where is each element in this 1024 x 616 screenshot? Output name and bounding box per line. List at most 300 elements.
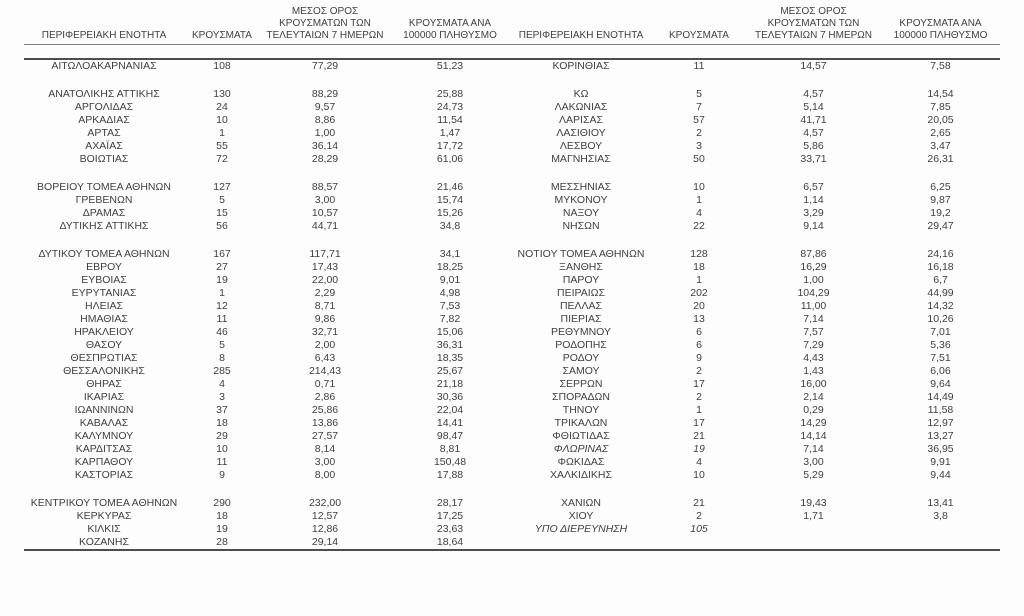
right-per100k-cell: 9,44 xyxy=(930,469,951,481)
right-per100k-cell: 19,2 xyxy=(930,207,951,219)
table-row xyxy=(24,352,1000,365)
left-avg7-cell: 2,29 xyxy=(314,287,336,299)
left-per100k-cell: 8,81 xyxy=(439,443,461,455)
left-per100k-cell: 17,72 xyxy=(436,140,464,152)
table-row xyxy=(24,523,1000,536)
left-per100k-cell: 34,8 xyxy=(439,220,461,232)
left-region-cell: ΔΡΑΜΑΣ xyxy=(82,207,126,219)
left-avg7-cell: 88,29 xyxy=(311,88,339,100)
table-row xyxy=(24,378,1000,391)
left-region-cell: ΚΕΡΚΥΡΑΣ xyxy=(76,510,132,522)
right-cases-cell: 21 xyxy=(693,497,705,509)
left-avg7-cell: 22,00 xyxy=(311,274,339,286)
left-region-cell: ΙΚΑΡΙΑΣ xyxy=(83,391,125,403)
right-region-cell: ΚΩ xyxy=(573,88,589,100)
left-region-cell: ΚΑΡΔΙΤΣΑΣ xyxy=(75,443,133,455)
right-region-cell: ΦΛΩΡΙΝΑΣ xyxy=(553,443,609,455)
right-per100k-cell: 13,27 xyxy=(927,430,954,442)
right-avg7-cell: 5,14 xyxy=(803,101,824,113)
left-avg7-cell: 36,14 xyxy=(311,140,339,152)
right-cases-cell: 57 xyxy=(693,114,705,126)
header-region-left: ΠΕΡΙΦΕΡΕΙΑΚΗ ΕΝΟΤΗΤΑ xyxy=(24,6,184,45)
right-region-cell: ΛΑΡΙΣΑΣ xyxy=(559,114,603,126)
left-cases-cell: 29 xyxy=(216,430,228,442)
left-region-cell: ΗΜΑΘΙΑΣ xyxy=(80,313,128,325)
table-row xyxy=(24,456,1000,469)
left-avg7-cell: 77,29 xyxy=(311,60,339,72)
left-region-cell: ΑΧΑΪΑΣ xyxy=(85,140,123,152)
header-row xyxy=(24,6,1000,45)
right-region-cell: ΝΑΞΟΥ xyxy=(562,207,600,219)
right-avg7-cell: 1,43 xyxy=(803,365,824,377)
left-cases-cell: 19 xyxy=(216,523,228,535)
right-per100k-cell: 14,32 xyxy=(927,300,954,312)
right-per100k-cell: 12,97 xyxy=(927,417,954,429)
left-avg7-cell: 32,71 xyxy=(311,326,339,338)
left-per100k-cell: 15,26 xyxy=(436,207,464,219)
left-avg7-cell: 29,14 xyxy=(260,536,390,550)
left-region-cell: ΕΥΒΟΙΑΣ xyxy=(81,274,127,286)
right-cases-cell: 22 xyxy=(693,220,705,232)
left-per100k-cell: 7,82 xyxy=(439,313,461,325)
right-avg7-cell: 1,71 xyxy=(803,510,824,522)
header-cases-right: ΚΡΟΥΣΜΑΤΑ xyxy=(652,6,746,45)
right-avg7-cell: 87,86 xyxy=(800,248,827,260)
left-avg7-cell: 2,00 xyxy=(314,339,336,351)
right-cases-cell: 10 xyxy=(693,469,705,481)
header-region-right: ΠΕΡΙΦΕΡΕΙΑΚΗ ΕΝΟΤΗΤΑ xyxy=(510,6,652,45)
right-per100k-cell: 9,64 xyxy=(930,378,951,390)
left-cases-cell: 15 xyxy=(216,207,228,219)
left-region-cell: ΒΟΙΩΤΙΑΣ xyxy=(79,153,129,165)
right-avg7-cell: 0,29 xyxy=(803,404,824,416)
header-avg7-right: ΜΕΣΟΣ ΟΡΟΣ ΚΡΟΥΣΜΑΤΩΝ ΤΩΝ ΤΕΛΕΥΤΑΙΩΝ 7 ΗΜΕΡΩΝ xyxy=(746,6,881,45)
table-row xyxy=(24,443,1000,456)
left-cases-cell: 4 xyxy=(219,378,225,390)
right-avg7-cell: 7,14 xyxy=(803,443,824,455)
left-cases-cell: 1 xyxy=(219,287,225,299)
left-per100k-cell: 28,17 xyxy=(436,497,464,509)
table-row xyxy=(24,274,1000,287)
right-cases-cell: 1 xyxy=(696,404,702,416)
table-row xyxy=(24,313,1000,326)
right-region-cell: ΣΠΟΡΑΔΩΝ xyxy=(552,391,610,403)
right-per100k-cell: 6,06 xyxy=(930,365,951,377)
left-avg7-cell: 8,00 xyxy=(314,469,336,481)
left-per100k-cell: 4,98 xyxy=(439,287,461,299)
left-region-cell: ΕΥΡΥΤΑΝΙΑΣ xyxy=(71,287,137,299)
left-cases-cell: 19 xyxy=(216,274,228,286)
right-region-cell: ΡΕΘΥΜΝΟΥ xyxy=(550,326,611,338)
right-avg7-cell: 9,14 xyxy=(803,220,824,232)
right-cases-cell: 10 xyxy=(693,181,705,193)
right-region-cell: ΜΕΣΣΗΝΙΑΣ xyxy=(550,181,612,193)
left-region-cell: ΚΑΛΥΜΝΟΥ xyxy=(74,430,134,442)
right-avg7-cell: 104,29 xyxy=(797,287,830,299)
right-cases-cell: 1 xyxy=(696,274,702,286)
table-row xyxy=(24,181,1000,194)
right-avg7-cell: 1,14 xyxy=(803,194,824,206)
left-cases-cell: 18 xyxy=(216,510,228,522)
separator-row xyxy=(24,166,1000,181)
regional-cases-table xyxy=(24,6,1000,551)
table-row xyxy=(24,326,1000,339)
left-avg7-cell: 44,71 xyxy=(311,220,339,232)
left-region-cell: ΘΗΡΑΣ xyxy=(86,378,122,390)
right-per100k-cell: 6,25 xyxy=(930,181,951,193)
right-region-cell: ΠΕΙΡΑΙΩΣ xyxy=(557,287,605,299)
right-per100k-cell: 9,91 xyxy=(930,456,951,468)
right-cases-cell: 19 xyxy=(693,443,705,455)
right-avg7-cell: 14,57 xyxy=(800,60,827,72)
right-cases-cell: 202 xyxy=(690,287,708,299)
header-per100k-left: ΚΡΟΥΣΜΑΤΑ ΑΝΑ 100000 ΠΛΗΘΥΣΜΟ xyxy=(390,6,510,45)
right-per100k-cell xyxy=(881,523,1000,536)
left-cases-cell: 12 xyxy=(216,300,228,312)
table-row xyxy=(24,510,1000,523)
header-per100k-right: ΚΡΟΥΣΜΑΤΑ ΑΝΑ 100000 ΠΛΗΘΥΣΜΟ xyxy=(881,6,1000,45)
left-cases-cell: 46 xyxy=(216,326,228,338)
left-per100k-cell: 9,01 xyxy=(439,274,461,286)
right-per100k-cell: 29,47 xyxy=(927,220,954,232)
left-per100k-cell: 14,41 xyxy=(436,417,464,429)
left-cases-cell: 18 xyxy=(216,417,228,429)
left-region-cell: ΘΑΣΟΥ xyxy=(85,339,123,351)
right-per100k-cell: 14,49 xyxy=(927,391,954,403)
left-cases-cell: 5 xyxy=(219,194,225,206)
right-per100k-cell: 7,58 xyxy=(930,60,951,72)
right-cases-cell: 2 xyxy=(696,127,702,139)
left-region-cell: ΘΕΣΠΡΩΤΙΑΣ xyxy=(70,352,138,364)
table-row xyxy=(24,140,1000,153)
right-per100k-cell: 2,65 xyxy=(930,127,951,139)
right-per100k-cell: 20,05 xyxy=(927,114,954,126)
right-cases-cell: 105 xyxy=(690,523,708,535)
right-avg7-cell: 19,43 xyxy=(800,497,827,509)
left-cases-cell: 1 xyxy=(219,127,225,139)
right-avg7-cell xyxy=(746,536,881,550)
right-cases-cell: 17 xyxy=(693,417,705,429)
right-region-cell: ΜΥΚΟΝΟΥ xyxy=(554,194,608,206)
left-avg7-cell: 9,86 xyxy=(314,313,336,325)
left-cases-cell: 55 xyxy=(216,140,228,152)
left-per100k-cell: 24,73 xyxy=(436,101,464,113)
right-avg7-cell: 4,57 xyxy=(803,88,824,100)
left-cases-cell: 56 xyxy=(216,220,228,232)
right-avg7-cell: 16,29 xyxy=(800,261,827,273)
left-avg7-cell: 6,43 xyxy=(314,352,336,364)
left-per100k-cell: 150,48 xyxy=(433,456,467,468)
left-per100k-cell: 22,04 xyxy=(436,404,464,416)
left-region-cell: ΘΕΣΣΑΛΟΝΙΚΗΣ xyxy=(63,365,145,377)
separator-cell xyxy=(24,482,1000,497)
table-row xyxy=(24,88,1000,101)
left-avg7-cell: 2,86 xyxy=(314,391,336,403)
left-cases-cell: 3 xyxy=(219,391,225,403)
left-avg7-cell: 27,57 xyxy=(311,430,339,442)
left-per100k-cell: 18,64 xyxy=(390,536,510,550)
left-per100k-cell: 23,63 xyxy=(436,523,464,535)
right-region-cell: ΠΕΛΛΑΣ xyxy=(559,300,603,312)
left-region-cell: ΓΡΕΒΕΝΩΝ xyxy=(75,194,133,206)
left-region-cell: ΔΥΤΙΚΟΥ ΤΟΜΕΑ ΑΘΗΝΩΝ xyxy=(38,248,170,260)
left-avg7-cell: 3,00 xyxy=(314,194,336,206)
left-per100k-cell: 34,1 xyxy=(439,248,461,260)
right-avg7-cell: 1,00 xyxy=(803,274,824,286)
table-row xyxy=(24,59,1000,73)
left-region-cell: ΑΡΚΑΔΙΑΣ xyxy=(78,114,130,126)
left-avg7-cell: 25,86 xyxy=(311,404,339,416)
left-region-cell: ΕΒΡΟΥ xyxy=(86,261,122,273)
right-region-cell: ΣΕΡΡΩΝ xyxy=(559,378,603,390)
right-cases-cell: 4 xyxy=(696,207,702,219)
left-cases-cell: 37 xyxy=(216,404,228,416)
table-row xyxy=(24,497,1000,510)
left-per100k-cell: 21,46 xyxy=(436,181,464,193)
right-region-cell: ΣΑΜΟΥ xyxy=(562,365,600,377)
left-region-cell: ΚΑΡΠΑΘΟΥ xyxy=(74,456,134,468)
right-region-cell: ΧΑΝΙΩΝ xyxy=(561,497,601,509)
header-rule xyxy=(24,45,1000,60)
right-region-cell: ΝΗΣΩΝ xyxy=(562,220,600,232)
right-cases-cell: 3 xyxy=(696,140,702,152)
left-cases-cell: 290 xyxy=(213,497,231,509)
right-avg7-cell: 4,43 xyxy=(803,352,824,364)
left-per100k-cell: 61,06 xyxy=(436,153,464,165)
right-cases-cell: 20 xyxy=(693,300,705,312)
right-avg7-cell: 5,86 xyxy=(803,140,824,152)
left-avg7-cell: 0,71 xyxy=(314,378,336,390)
right-cases-cell: 21 xyxy=(693,430,705,442)
right-region-cell: ΚΟΡΙΝΘΙΑΣ xyxy=(552,60,610,72)
right-per100k-cell: 6,7 xyxy=(933,274,948,286)
left-region-cell: ΚΙΛΚΙΣ xyxy=(87,523,121,535)
left-cases-cell: 10 xyxy=(216,443,228,455)
right-cases-cell: 13 xyxy=(693,313,705,325)
left-per100k-cell: 17,88 xyxy=(436,469,464,481)
table-row xyxy=(24,469,1000,482)
right-cases-cell: 9 xyxy=(696,352,702,364)
right-region-cell: ΦΩΚΙΔΑΣ xyxy=(557,456,605,468)
table-row xyxy=(24,101,1000,114)
left-per100k-cell: 51,23 xyxy=(436,60,464,72)
right-cases-cell: 2 xyxy=(696,365,702,377)
left-cases-cell: 28 xyxy=(184,536,260,550)
right-avg7-cell: 2,14 xyxy=(803,391,824,403)
left-avg7-cell: 28,29 xyxy=(311,153,339,165)
right-cases-cell: 6 xyxy=(696,326,702,338)
table-row xyxy=(24,430,1000,443)
right-region-cell: ΧΑΛΚΙΔΙΚΗΣ xyxy=(550,469,612,481)
table-row xyxy=(24,365,1000,378)
left-per100k-cell: 25,67 xyxy=(436,365,464,377)
table-row xyxy=(24,248,1000,261)
left-cases-cell: 11 xyxy=(216,313,228,325)
right-cases-cell: 17 xyxy=(693,378,705,390)
left-avg7-cell: 8,71 xyxy=(314,300,336,312)
right-region-cell: ΡΟΔΟΠΗΣ xyxy=(555,339,607,351)
left-avg7-cell: 117,71 xyxy=(309,248,341,260)
left-per100k-cell: 18,35 xyxy=(436,352,464,364)
left-per100k-cell: 30,36 xyxy=(436,391,464,403)
right-avg7-cell: 4,57 xyxy=(803,127,824,139)
right-avg7-cell: 16,00 xyxy=(800,378,827,390)
right-region-cell: ΜΑΓΝΗΣΙΑΣ xyxy=(551,153,611,165)
left-region-cell: ΑΡΓΟΛΙΔΑΣ xyxy=(74,101,134,113)
left-avg7-cell: 8,86 xyxy=(314,114,336,126)
left-region-cell: ΔΥΤΙΚΗΣ ΑΤΤΙΚΗΣ xyxy=(59,220,149,232)
right-per100k-cell: 3,47 xyxy=(930,140,951,152)
left-per100k-cell: 17,25 xyxy=(436,510,464,522)
right-region-cell xyxy=(510,536,652,550)
right-cases-cell: 2 xyxy=(696,510,702,522)
right-cases-cell: 6 xyxy=(696,339,702,351)
left-region-cell: ΑΝΑΤΟΛΙΚΗΣ ΑΤΤΙΚΗΣ xyxy=(48,88,160,100)
right-avg7-cell: 7,29 xyxy=(803,339,824,351)
right-avg7-cell: 41,71 xyxy=(800,114,827,126)
separator-row xyxy=(24,73,1000,88)
right-per100k-cell: 10,26 xyxy=(927,313,954,325)
right-region-cell: ΛΕΣΒΟΥ xyxy=(559,140,603,152)
right-per100k-cell: 5,36 xyxy=(930,339,951,351)
left-region-cell: ΚΑΣΤΟΡΙΑΣ xyxy=(74,469,134,481)
right-cases-cell: 5 xyxy=(696,88,702,100)
left-avg7-cell: 12,86 xyxy=(311,523,339,535)
right-per100k-cell: 13,41 xyxy=(927,497,954,509)
left-region-cell: ΗΛΕΙΑΣ xyxy=(84,300,123,312)
table-row xyxy=(24,287,1000,300)
right-region-cell: ΡΟΔΟΥ xyxy=(562,352,600,364)
right-cases-cell: 2 xyxy=(696,391,702,403)
table-row xyxy=(24,194,1000,207)
left-avg7-cell: 17,43 xyxy=(311,261,339,273)
left-region-cell: ΒΟΡΕΙΟΥ ΤΟΜΕΑ ΑΘΗΝΩΝ xyxy=(37,181,171,193)
separator-cell xyxy=(24,166,1000,181)
left-cases-cell: 10 xyxy=(216,114,228,126)
left-avg7-cell: 1,00 xyxy=(314,127,336,139)
left-per100k-cell: 11,54 xyxy=(437,114,463,126)
left-avg7-cell: 88,57 xyxy=(311,181,339,193)
right-per100k-cell: 11,58 xyxy=(927,404,954,416)
table-row xyxy=(24,127,1000,140)
left-cases-cell: 72 xyxy=(216,153,228,165)
left-cases-cell: 8 xyxy=(219,352,225,364)
table-row xyxy=(24,536,1000,550)
table-row xyxy=(24,300,1000,313)
separator-row xyxy=(24,482,1000,497)
right-cases-cell: 50 xyxy=(693,153,705,165)
right-per100k-cell: 26,31 xyxy=(927,153,954,165)
right-region-cell: ΝΟΤΙΟΥ ΤΟΜΕΑ ΑΘΗΝΩΝ xyxy=(517,248,645,260)
table-row xyxy=(24,417,1000,430)
left-per100k-cell: 15,74 xyxy=(436,194,464,206)
table-row xyxy=(24,114,1000,127)
right-avg7-cell: 7,14 xyxy=(803,313,824,325)
left-per100k-cell: 15,06 xyxy=(436,326,464,338)
left-per100k-cell: 1,47 xyxy=(439,127,461,139)
right-per100k-cell: 9,87 xyxy=(930,194,951,206)
right-per100k-cell: 36,95 xyxy=(927,443,954,455)
left-cases-cell: 127 xyxy=(213,181,231,193)
header-avg7-left: ΜΕΣΟΣ ΟΡΟΣ ΚΡΟΥΣΜΑΤΩΝ ΤΩΝ ΤΕΛΕΥΤΑΙΩΝ 7 ΗΜΕΡΩΝ xyxy=(260,6,390,45)
right-cases-cell: 4 xyxy=(696,456,702,468)
left-region-cell: ΙΩΑΝΝΙΝΩΝ xyxy=(74,404,134,416)
right-region-cell: ΦΘΙΩΤΙΔΑΣ xyxy=(552,430,610,442)
left-avg7-cell: 13,86 xyxy=(311,417,339,429)
left-cases-cell: 130 xyxy=(213,88,231,100)
left-cases-cell: 167 xyxy=(213,248,231,260)
separator-cell xyxy=(24,233,1000,248)
right-region-cell: ΤΡΙΚΑΛΩΝ xyxy=(554,417,608,429)
header-rule-line xyxy=(24,45,1000,60)
left-per100k-cell: 36,31 xyxy=(436,339,464,351)
left-avg7-cell: 8,14 xyxy=(314,443,336,455)
right-per100k-cell: 24,16 xyxy=(927,248,954,260)
right-cases-cell xyxy=(652,536,746,550)
right-avg7-cell: 3,29 xyxy=(803,207,824,219)
right-region-cell: ΠΙΕΡΙΑΣ xyxy=(560,313,602,325)
left-per100k-cell: 18,25 xyxy=(436,261,464,273)
left-per100k-cell: 21,18 xyxy=(436,378,464,390)
right-avg7-cell: 3,00 xyxy=(803,456,824,468)
left-avg7-cell: 10,57 xyxy=(311,207,339,219)
right-region-cell: ΞΑΝΘΗΣ xyxy=(559,261,603,273)
left-region-cell: ΚΑΒΑΛΑΣ xyxy=(79,417,129,429)
table-row xyxy=(24,391,1000,404)
table-row xyxy=(24,339,1000,352)
right-avg7-cell: 5,29 xyxy=(803,469,824,481)
left-avg7-cell: 214,43 xyxy=(308,365,342,377)
right-region-cell: ΠΑΡΟΥ xyxy=(562,274,600,286)
right-region-cell: ΧΙΟΥ xyxy=(568,510,594,522)
right-avg7-cell: 14,14 xyxy=(800,430,827,442)
right-per100k-cell: 14,54 xyxy=(927,88,954,100)
left-region-cell: ΚΕΝΤΡΙΚΟΥ ΤΟΜΕΑ ΑΘΗΝΩΝ xyxy=(30,497,178,509)
separator-cell xyxy=(24,73,1000,88)
right-cases-cell: 11 xyxy=(693,60,705,72)
right-avg7-cell: 7,57 xyxy=(803,326,824,338)
left-avg7-cell: 3,00 xyxy=(314,456,336,468)
left-per100k-cell: 7,53 xyxy=(439,300,461,312)
left-cases-cell: 9 xyxy=(219,469,225,481)
right-per100k-cell: 7,85 xyxy=(930,101,951,113)
right-region-cell: ΛΑΚΩΝΙΑΣ xyxy=(554,101,608,113)
left-region-cell: ΑΙΤΩΛΟΑΚΑΡΝΑΝΙΑΣ xyxy=(51,60,157,72)
right-cases-cell: 7 xyxy=(696,101,702,113)
left-per100k-cell: 98,47 xyxy=(436,430,464,442)
table-body xyxy=(24,59,1000,550)
left-region-cell: ΚΟΖΑΝΗΣ xyxy=(24,536,184,550)
left-cases-cell: 5 xyxy=(219,339,225,351)
right-cases-cell: 128 xyxy=(690,248,708,260)
right-avg7-cell: 14,29 xyxy=(800,417,827,429)
right-avg7-cell: 11,00 xyxy=(800,300,827,312)
table-row xyxy=(24,261,1000,274)
table-row xyxy=(24,207,1000,220)
left-cases-cell: 285 xyxy=(213,365,231,377)
left-avg7-cell: 9,57 xyxy=(314,101,336,113)
table-row xyxy=(24,153,1000,166)
right-per100k-cell: 44,99 xyxy=(927,287,954,299)
right-cases-cell: 1 xyxy=(696,194,702,206)
left-cases-cell: 24 xyxy=(216,101,228,113)
right-per100k-cell: 16,18 xyxy=(927,261,954,273)
right-region-cell: ΛΑΣΙΘΙΟΥ xyxy=(556,127,606,139)
right-avg7-cell: 6,57 xyxy=(803,181,824,193)
left-cases-cell: 27 xyxy=(216,261,228,273)
table-row xyxy=(24,220,1000,233)
separator-row xyxy=(24,233,1000,248)
